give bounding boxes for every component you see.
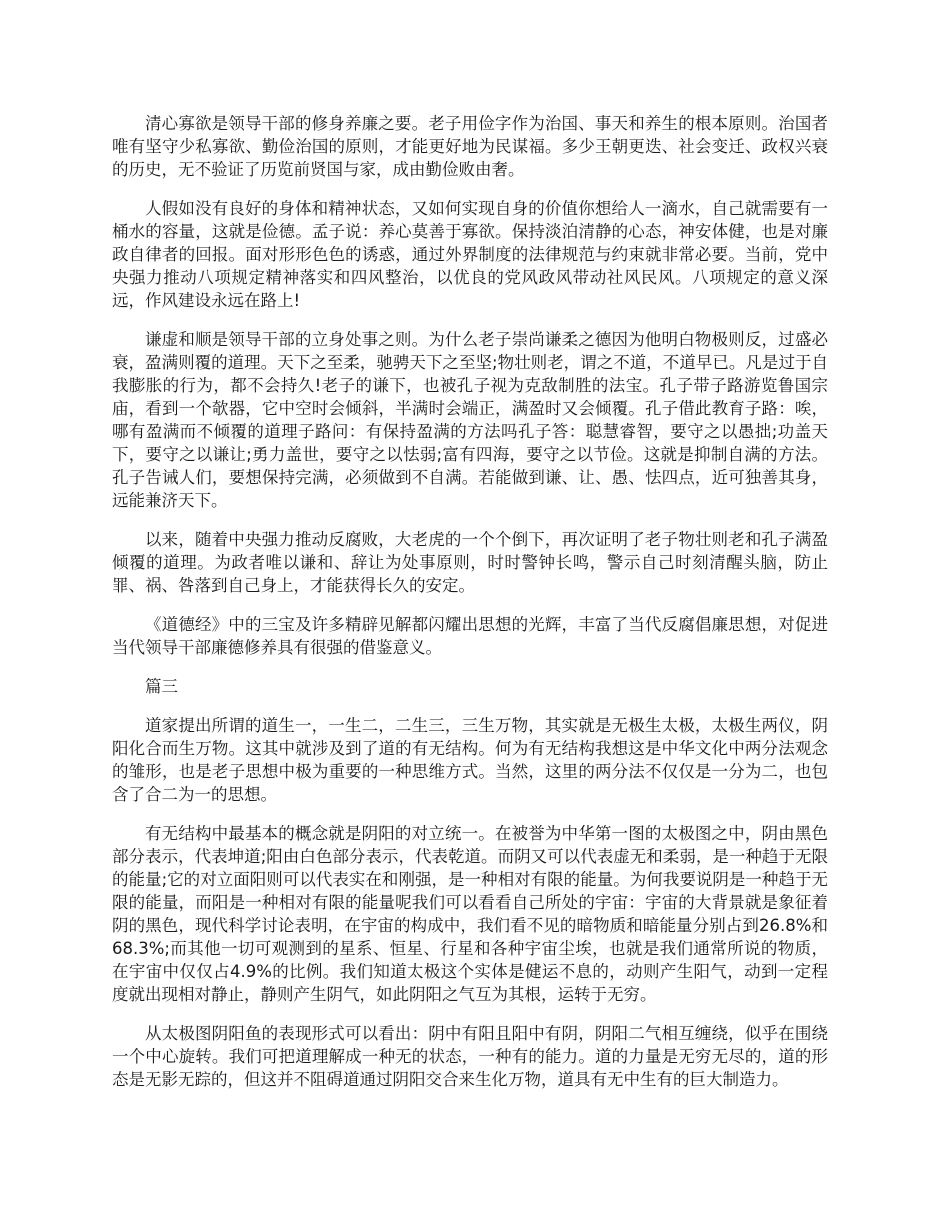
paragraph-anti-corruption: 以来，随着中央强力推动反腐败，大老虎的一个个倒下，再次证明了老子物壮则老和孔子满盈倾覆的道理。为政者唯以谦和、辞让为处事原则，时时警钟长鸣，警示自己时刻清醒头脑，防止罪、祸、咎落到自己身上，才能获得长久的安定。	[112, 530, 828, 595]
paragraph-humility: 谦虚和顺是领导干部的立身处事之则。为什么老子崇尚谦柔之德因为他明白物极则反，过盛必衰，盈满则覆的道理。天下之至柔，驰骋天下之至坚;物壮则老，谓之不道，不道早已。凡是过于自我膨胀的行为，都不会持久!老子的谦下，也被孔子视为克敌制胜的法宝。孔子带子路游览鲁国宗庙，看到一个欹器，它中空时会倾斜，半满时会端正，满盈时又会倾覆。孔子借此教育子路：唉，哪有盈满而不倾覆的道理子路问：有保持盈满的方法吗孔子答：聪慧睿智，要守之以愚拙;功盖天下，要守之以谦让;勇力盖世，要守之以怯弱;富有四海，要守之以节俭。这就是抑制自满的方法。孔子告诫人们，要想保持完满，必须做到不自满。若能做到谦、让、愚、怯四点，近可独善其身，远能兼济天下。	[112, 330, 828, 510]
paragraph-health-and-virtue: 人假如没有良好的身体和精神状态，又如何实现自身的价值你想给人一滴水，自己就需要有一桶水的容量，这就是俭德。孟子说：养心莫善于寡欲。保持淡泊清静的心态，神安体健，也是对廉政自律者的回报。面对形形色色的诱惑，通过外界制度的法律规范与约束就非常必要。当前，党中央强力推动八项规定精神落实和四风整治，以优良的党风政风带动社风民风。八项规定的意义深远，作风建设永远在路上!	[112, 199, 828, 310]
paragraph-dao-structure: 道家提出所谓的道生一，一生二，二生三，三生万物，其实就是无极生太极，太极生两仪，阴阳化合而生万物。这其中就涉及到了道的有无结构。何为有无结构我想这是中华文化中两分法观念的雏形，也是老子思想中极为重要的一种思维方式。当然，这里的两分法不仅仅是一分为二，也包含了合二为一的思想。	[112, 716, 828, 804]
paragraph-yin-yang: 有无结构中最基本的概念就是阴阳的对立统一。在被誉为中华第一图的太极图之中，阴由黑色部分表示，代表坤道;阳由白色部分表示，代表乾道。而阴又可以代表虚无和柔弱，是一种趋于无限的能量;它的对立面阳则可以代表实在和刚强，是一种相对有限的能量。为何我要说阴是一种趋于无限的能量，而阳是一种相对有限的能量呢我们可以看看自己所处的宇宙：宇宙的大背景就是象征着阴的黑色，现代科学讨论表明，在宇宙的构成中，我们看不见的暗物质和暗能量分别占到26.8%和68.3%;而其他一切可观测到的星系、恒星、行星和各种宇宙尘埃，也就是我们通常所说的物质，在宇宙中仅仅占4.9%的比例。我们知道太极这个实体是健运不息的，动则产生阳气，动到一定程度就出现相对静止，静则产生阴气，如此阴阳之气互为其根，运转于无穷。	[112, 824, 828, 1004]
document-body	[112, 112, 828, 1107]
paragraph-frugality: 清心寡欲是领导干部的修身养廉之要。老子用俭字作为治国、事天和养生的根本原则。治国者唯有坚守少私寡欲、勤俭治国的原则，才能更好地为民谋福。多少王朝更迭、社会变迁、政权兴衰的历史，无不验证了历览前贤国与家，成由勤俭败由奢。	[112, 114, 828, 179]
paragraph-taiji-fish: 从太极图阴阳鱼的表现形式可以看出：阴中有阳且阳中有阴，阴阳二气相互缠绕，似乎在围绕一个中心旋转。我们可把道理解成一种无的状态，一种有的能力。道的力量是无穷无尽的，道的形态是无影无踪的，但这并不阻碍道通过阴阳交合来生化万物，道具有无中生有的巨大制造力。	[112, 1024, 828, 1089]
paragraph-daodejing-summary: 《道德经》中的三宝及许多精辟见解都闪耀出思想的光辉，丰富了当代反腐倡廉思想，对促进当代领导干部廉德修养具有很强的借鉴意义。	[112, 615, 828, 657]
section-heading: 篇三	[145, 677, 178, 696]
